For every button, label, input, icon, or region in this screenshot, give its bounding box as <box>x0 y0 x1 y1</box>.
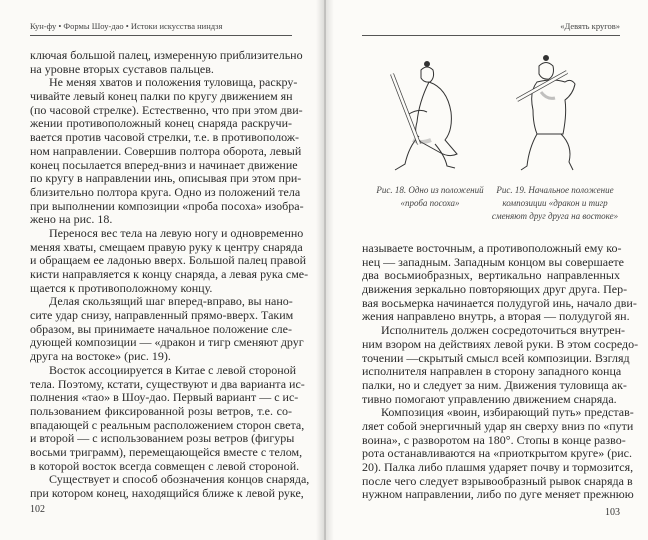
text-line: тела. Поэтому, кстати, существуют и два варианта ис- <box>30 376 305 391</box>
text-line: Исполнитель должен сосредоточиться внутрен- <box>381 323 626 338</box>
paragraph <box>30 48 303 76</box>
text-line: дующей композиции — «дракон и тигр сменяют друг <box>30 335 304 350</box>
text-line: меняя хваты, смещаем правую руку к центру снаряда <box>30 239 303 254</box>
text-line: (по часовой стрелке). Естественно, что при этом дви- <box>30 102 303 117</box>
text-line: по кругу в направлении инь, описывая при этом при- <box>30 171 302 186</box>
text-line: тивно помогают управлению движением снаряда. <box>362 391 617 406</box>
caption-line: сменяют друг друга на востоке» <box>491 211 619 221</box>
text-line: чивайте левый конец палки по кругу движением ян <box>30 89 293 104</box>
text-line: на уровне вторых суставов пальцев. <box>30 61 214 76</box>
text-line: Восток ассоциируется в Китае с левой стороной <box>49 362 297 377</box>
text-line: ляет собой энергичный удар ян сверху вниз по «пути <box>362 418 634 433</box>
text-line: вается против часовой стрелки, т.е. в противополож- <box>30 130 300 145</box>
text-line: при выполнении композиции «проба посоха» изобра- <box>30 198 304 213</box>
text-line: Существует и способ обозначения концов снаряда, <box>49 472 310 487</box>
text-line: щается к противоположному концу. <box>30 280 213 295</box>
text-line: нец — западным. Западным концом вы совершаете <box>362 254 624 269</box>
page-number: 103 <box>605 507 620 518</box>
page-number: 102 <box>30 504 45 515</box>
text-line: кисти направляется к концу снаряда, а левая рука сме- <box>30 267 309 281</box>
text-line: точении —скрытый смысл всей композиции. Взгляд <box>362 350 630 365</box>
text-line: друга на востоке» (рис. 19). <box>30 349 171 364</box>
text-line: при котором конец, находящийся ближе к левой руке, <box>30 486 304 500</box>
text-line: пользованием фиксированной розы ветров, т.е. со- <box>30 403 292 418</box>
paragraph <box>362 405 634 502</box>
paragraph <box>30 294 304 364</box>
running-head: «Девять кругов» <box>560 21 620 31</box>
running-head: Кун-фу • Формы Шоу-дао • Истоки искусства ниндзя <box>30 21 223 31</box>
figure-18-caption <box>360 184 500 210</box>
caption-line: Рис. 19. Начальное положение <box>496 185 614 195</box>
figure-19-illustration <box>515 52 595 177</box>
text-line: Не меняя хватов и положения туловища, раскру- <box>49 75 298 90</box>
text-line: нужном направлении, либо по дуге меняет прежнюю <box>362 487 634 502</box>
text-line: движения зеркально повторяющих друг друга. Пер- <box>362 282 628 297</box>
text-line: образом, вы принимаете начальное положение сле- <box>30 321 292 336</box>
text-line: называете восточным, а противоположный ему ко- <box>362 241 622 255</box>
left-page <box>0 0 323 540</box>
text-line: Композиция «воин, избирающий путь» представ- <box>381 405 634 420</box>
text-line: воина», с разворотом на 180°. Стопы в конце разво- <box>362 432 626 447</box>
text-line: восьми триграмм), перемещающейся вместе с телом, <box>30 444 303 459</box>
text-line: вая восьмерка начинается полудугой инь, начало дви- <box>362 295 637 310</box>
paragraph <box>30 225 309 295</box>
text-line: и второй — с использованием розы ветров (фигуры <box>30 431 295 446</box>
paragraph <box>362 323 639 406</box>
figure-19-caption <box>485 184 625 223</box>
text-line: два восьмиобразных, вертикально направленных <box>362 268 620 283</box>
text-line: жении противоположный конец снаряда раскручи- <box>30 116 292 131</box>
text-line: в которой восток всегда совмещен с левой стороной. <box>30 458 300 473</box>
text-line: ключая большой палец, измеренную приблизительно <box>30 48 303 62</box>
text-line: жения направлено внутрь, а вторая — полудугой ян. <box>362 309 630 324</box>
text-line: жено на рис. 18. <box>30 212 113 227</box>
caption-line: «проба посоха» <box>400 198 460 208</box>
text-line: исполнителя направлен в сторону западного конца <box>362 364 622 379</box>
header-rule <box>30 35 292 36</box>
text-line: 20). Палка либо плашмя ударяет почву и тормозится, <box>362 460 634 474</box>
text-line: и обращаем ее ладонью вверх. Большой палец правой <box>30 253 307 268</box>
text-line: впадающей с реальным расположением сторон света, <box>30 417 305 432</box>
caption-line: композиции «дракон и тигр <box>502 198 608 208</box>
text-line: рота останавливаются на «приоткрытом круге» (рис. <box>362 446 632 461</box>
text-line: после чего следует взрывообразный рывок снаряда в <box>362 473 633 488</box>
book-gutter-shadow <box>316 0 334 540</box>
text-line: ним взором на действиях левой руки. В этом сосредо- <box>362 336 639 351</box>
right-page <box>325 0 648 540</box>
body-text <box>30 48 310 501</box>
text-line: Делая скользящий шаг вперед-вправо, вы нано- <box>49 294 293 309</box>
text-line: близительно полтора круга. Одно из положений тела <box>30 184 301 199</box>
text-line: палки, но и следует за ним. Движения туловища ак- <box>362 377 627 392</box>
paragraph <box>30 362 305 474</box>
paragraph <box>30 472 310 500</box>
text-line: сите удар снизу, направленный прямо-вверх. Таким <box>30 308 294 323</box>
caption-line: Рис. 18. Одно из положений <box>376 185 484 195</box>
figure-18-illustration <box>385 52 475 177</box>
paragraph <box>30 75 304 227</box>
text-line: полнения «тао» в Шоу-дао. Первый вариант — с ис- <box>30 390 299 405</box>
header-rule <box>362 35 620 36</box>
text-line: Перенося вес тела на левую ногу и одновременно <box>49 225 304 240</box>
paragraph <box>362 241 637 324</box>
text-line: ном направлении. Совершив полтора оборота, левый <box>30 143 302 158</box>
body-text <box>362 241 639 502</box>
text-line: конец посылается вперед-вниз и начинает движение <box>30 157 298 172</box>
